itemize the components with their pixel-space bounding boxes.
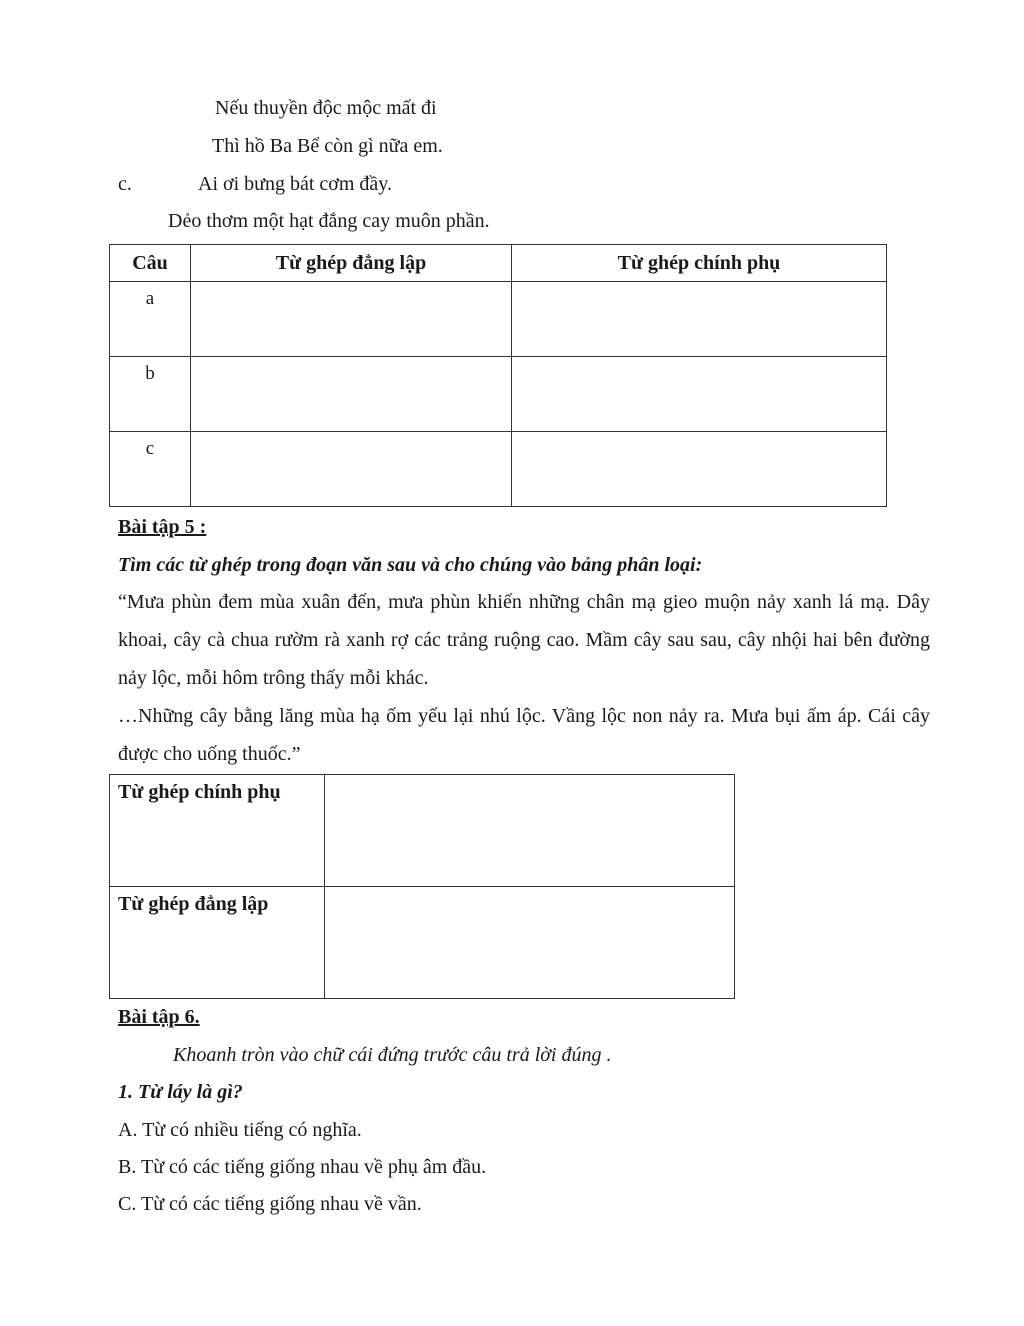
question-1: 1. Từ láy là gì? [118,1081,243,1103]
header-cau: Câu [110,245,191,282]
poem-line-2: Thì hồ Ba Bể còn gì nữa em. [212,135,443,157]
exercise-5-title: Bài tập 5 : [118,516,207,538]
answer-cell[interactable] [325,887,735,999]
table-row [110,357,887,432]
table-row [110,282,887,357]
answer-cell[interactable] [325,775,735,887]
answer-cell[interactable] [512,357,887,432]
word-classification-table [109,244,887,507]
poem-line-4: Dẻo thơm một hạt đắng cay muôn phần. [168,210,490,232]
row-label: a [110,282,191,357]
header-tu-ghep-chinh-phu: Từ ghép chính phụ [512,245,887,282]
label-tu-ghep-dang-lap: Từ ghép đẳng lập [110,887,325,999]
table-row [110,775,735,887]
poem-line-3: Ai ơi bưng bát cơm đầy. [198,173,392,195]
answer-cell[interactable] [512,432,887,507]
row-label: b [110,357,191,432]
exercise-5-passage-1: “Mưa phùn đem mùa xuân đến, mưa phùn khiến những chân mạ gieo muộn nảy xanh lá mạ. Dây khoai, cây cà chua rườm rà xanh rợ các trảng ruộng cao. Mầm cây sau sau, cây nhội hai bên đường nảy lộc, mỗi hôm trông thấy mỗi khác. [118,591,930,689]
option-c[interactable]: C. Từ có các tiếng giống nhau về vần. [118,1193,422,1215]
exercise-6-instruction: Khoanh tròn vào chữ cái đứng trước câu trả lời đúng . [173,1044,612,1066]
answer-cell[interactable] [191,432,512,507]
option-b[interactable]: B. Từ có các tiếng giống nhau về phụ âm đầu. [118,1156,487,1178]
table-row [110,887,735,999]
exercise-6-title: Bài tập 6. [118,1006,200,1028]
table-header-row [110,245,887,282]
header-tu-ghep-dang-lap: Từ ghép đẳng lập [191,245,512,282]
answer-cell[interactable] [191,357,512,432]
option-a[interactable]: A. Từ có nhiều tiếng có nghĩa. [118,1119,362,1141]
answer-cell[interactable] [191,282,512,357]
exercise-5-instruction: Tìm các từ ghép trong đoạn văn sau và cho chúng vào bảng phân loại: [118,554,703,576]
row-label: c [110,432,191,507]
poem-line-1: Nếu thuyền độc mộc mất đi [215,97,437,119]
label-tu-ghep-chinh-phu: Từ ghép chính phụ [110,775,325,887]
table-row [110,432,887,507]
exercise-5-passage-2: …Những cây bằng lăng mùa hạ ốm yếu lại nhú lộc. Vầng lộc non nảy ra. Mưa bụi ấm áp. Cái cây được cho uống thuốc.” [118,705,930,765]
poem-c-label: c. [118,173,132,195]
answer-cell[interactable] [512,282,887,357]
compound-word-table [109,774,735,999]
